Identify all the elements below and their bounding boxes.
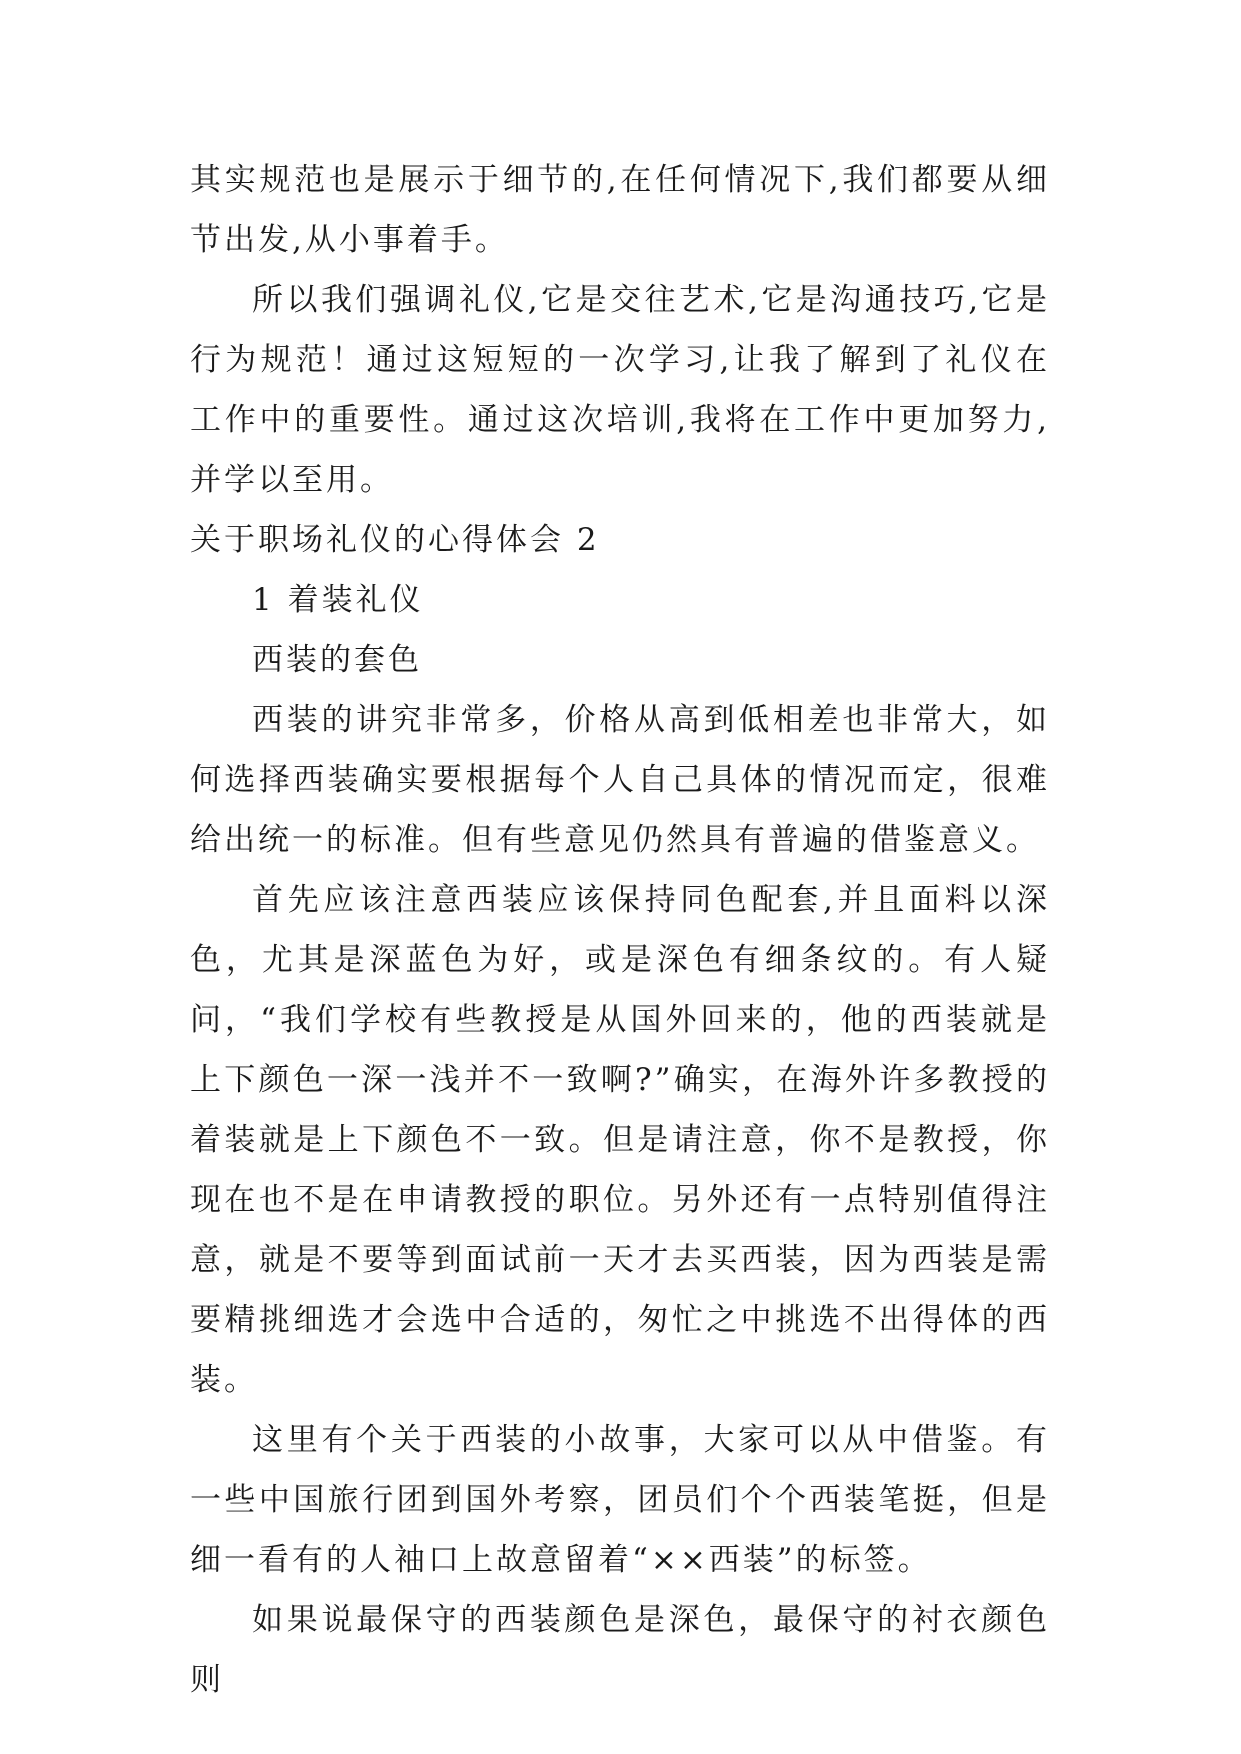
section-heading: 关于职场礼仪的心得体会 2 [190,522,600,558]
subheading-dress-etiquette: 1 着装礼仪 [252,582,424,618]
paragraph: 如果说最保守的西装颜色是深色，最保守的衬衣颜色则 [190,1602,1050,1698]
document-body [190,150,1050,1710]
paragraph: 西装的讲究非常多，价格从高到低相差也非常大，如何选择西装确实要根据每个人自己具体的情况而定，很难给出统一的标准。但有些意见仍然具有普遍的借鉴意义。 [190,702,1050,858]
paragraph: 这里有个关于西装的小故事，大家可以从中借鉴。有一些中国旅行团到国外考察，团员们个个西装笔挺，但是细一看有的人袖口上故意留着“××西装”的标签。 [190,1422,1050,1578]
paragraph: 首先应该注意西装应该保持同色配套,并且面料以深色，尤其是深蓝色为好，或是深色有细条纹的。有人疑问，“我们学校有些教授是从国外回来的，他的西装就是上下颜色一深一浅并不一致啊?”确实，在海外许多教授的着装就是上下颜色不一致。但是请注意，你不是教授，你现在也不是在申请教授的职位。另外还有一点特别值得注意，就是不要等到面试前一天才去买西装，因为西装是需要精挑细选才会选中合适的，匆忙之中挑选不出得体的西装。 [190,882,1050,1398]
paragraph: 所以我们强调礼仪,它是交往艺术,它是沟通技巧,它是行为规范！通过这短短的一次学习,让我了解到了礼仪在工作中的重要性。通过这次培训,我将在工作中更加努力,并学以至用。 [190,282,1050,498]
paragraph: 其实规范也是展示于细节的,在任何情况下,我们都要从细节出发,从小事着手。 [190,162,1050,258]
subheading-suit-color: 西装的套色 [252,642,422,678]
